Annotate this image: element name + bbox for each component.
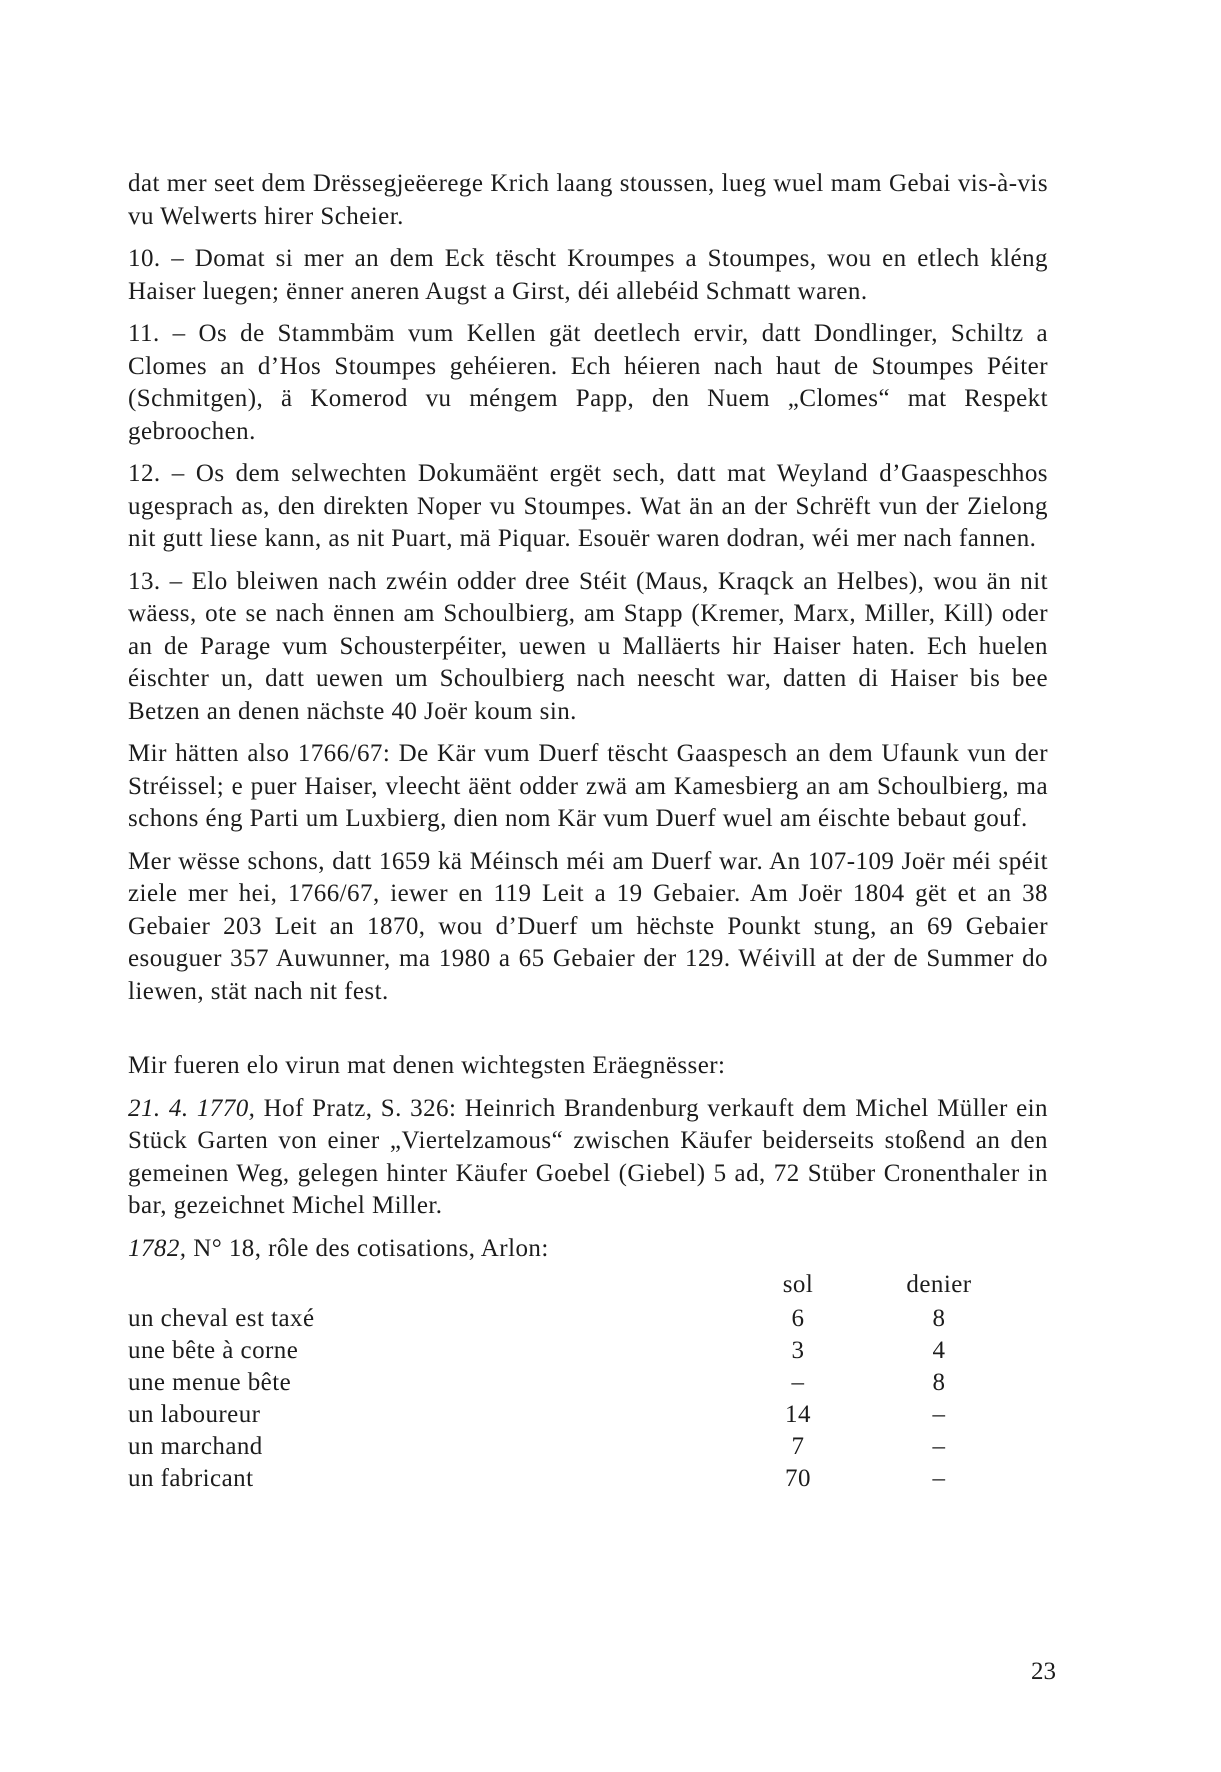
entry-1782-date: 1782, [128, 1234, 187, 1262]
page-body [128, 168, 1048, 1495]
table-row [128, 1431, 1010, 1463]
table-header-row [128, 1269, 1010, 1303]
row-sol: 14 [785, 1401, 811, 1428]
table-row [128, 1367, 1010, 1399]
row-denier: 8 [932, 1369, 946, 1396]
row-label: un fabricant [128, 1465, 254, 1492]
cotisations-table [128, 1269, 1010, 1495]
row-sol: – [791, 1369, 805, 1396]
intro-line: Mir fueren elo virun mat denen wichtegsten Eräegnësser: [128, 1052, 726, 1079]
entry-1782-text: N° 18, rôle des cotisations, Arlon: [186, 1234, 549, 1262]
table-row [128, 1303, 1010, 1335]
row-sol: 70 [785, 1465, 811, 1492]
row-label: un laboureur [128, 1401, 261, 1428]
entry-1770-text: Hof Pratz, S. 326: Heinrich Brandenburg verkauft dem Michel Müller ein Stück Garten von einer „Viertelzamous“ zwischen Käufer beiderseits stoßend an den gemeinen Weg, gelegen hinter Käufer Goebel (Giebel) 5 ad, 72 Stüber Cronenthaler in bar, gezeichnet Michel Miller. [128, 1094, 1048, 1219]
page-number: 23 [1031, 1658, 1056, 1685]
entry-1782 [128, 1233, 1048, 1266]
header-label [128, 1269, 728, 1303]
row-label: une menue bête [128, 1369, 292, 1396]
row-denier: – [932, 1401, 946, 1428]
paragraph-13: 13. – Elo bleiwen nach zwéin odder dree Stéit (Maus, Kraqck an Helbes), wou än nit wäess, ote se nach ënnen am Schoulbierg, am Stapp (Kremer, Marx, Miller, Kill) oder an de Parage vum Schousterpéiter, uewen u Malläerts hir Haiser haten. Ech huelen éischter un, datt uewen um Schoulbierg nach neescht war, datten di Haiser bis bee Betzen an denen nächste 40 Joër koum sin. [128, 567, 1048, 725]
row-sol: 7 [791, 1433, 805, 1460]
row-denier: 8 [932, 1305, 946, 1332]
paragraph-10: 10. – Domat si mer an dem Eck tëscht Kroumpes a Stoumpes, wou en etlech kléng Haiser luegen; ënner aneren Augst a Girst, déi allebéid Schmatt waren. [128, 245, 1048, 305]
paragraph-population: Mer wësse schons, datt 1659 kä Méinsch méi am Duerf war. An 107-109 Joër méi spéit ziele mer hei, 1766/67, iewer en 119 Leit a 19 Gebaier. Am Joër 1804 gët et an 38 Gebaier 203 Leit an 1870, wou d’Duerf um hëchste Pounkt stung, an 69 Gebaier esouguer 357 Auwunner, ma 1980 a 65 Gebaier der 129. Wéivill at der de Summer do liewen, stät nach nit fest. [128, 847, 1048, 1005]
section-spacer [128, 1018, 1048, 1050]
table-row [128, 1463, 1010, 1495]
row-label: une bête à corne [128, 1337, 299, 1364]
entry-1770-date: 21. 4. 1770, [128, 1094, 256, 1122]
header-sol: sol [782, 1271, 814, 1298]
row-denier: – [932, 1433, 946, 1460]
header-denier: denier [906, 1271, 972, 1298]
row-denier: – [932, 1465, 946, 1492]
paragraph-12: 12. – Os dem selwechten Dokumäënt ergët sech, datt mat Weyland d’Gaaspeschhos ugesprach as, den direkten Noper vu Stoumpes. Wat än an der Schrëft vun der Zielong nit gutt liese kann, as nit Puart, mä Piquar. Esouër waren dodran, wéi mer nach fannen. [128, 460, 1048, 552]
table-row [128, 1335, 1010, 1367]
entry-1770 [128, 1093, 1048, 1223]
paragraph-continuation: dat mer seet dem Drëssegjeëerege Krich laang stoussen, lueg wuel mam Gebai vis-à-vis vu Welwerts hirer Scheier. [128, 170, 1048, 230]
row-denier: 4 [932, 1337, 946, 1364]
paragraph-summary-1766: Mir hätten also 1766/67: De Kär vum Duerf tëscht Gaaspesch an dem Ufaunk vun der Stréissel; e puer Haiser, vleecht äënt odder zwä am Kamesbierg an am Schoulbierg, ma schons éng Parti um Luxbierg, dien nom Kär vum Duerf wuel am éischte bebaut gouf. [128, 740, 1048, 832]
row-label: un cheval est taxé [128, 1305, 315, 1332]
row-sol: 3 [791, 1337, 805, 1364]
row-label: un marchand [128, 1433, 263, 1460]
row-sol: 6 [791, 1305, 805, 1332]
paragraph-11: 11. – Os de Stammbäm vum Kellen gät deetlech ervir, datt Dondlinger, Schiltz a Clomes an d’Hos Stoumpes gehéieren. Ech héieren nach haut de Stoumpes Péiter (Schmitgen), ä Komerod vu méngem Papp, den Nuem „Clomes“ mat Respekt gebroochen. [128, 320, 1048, 445]
table-row [128, 1399, 1010, 1431]
